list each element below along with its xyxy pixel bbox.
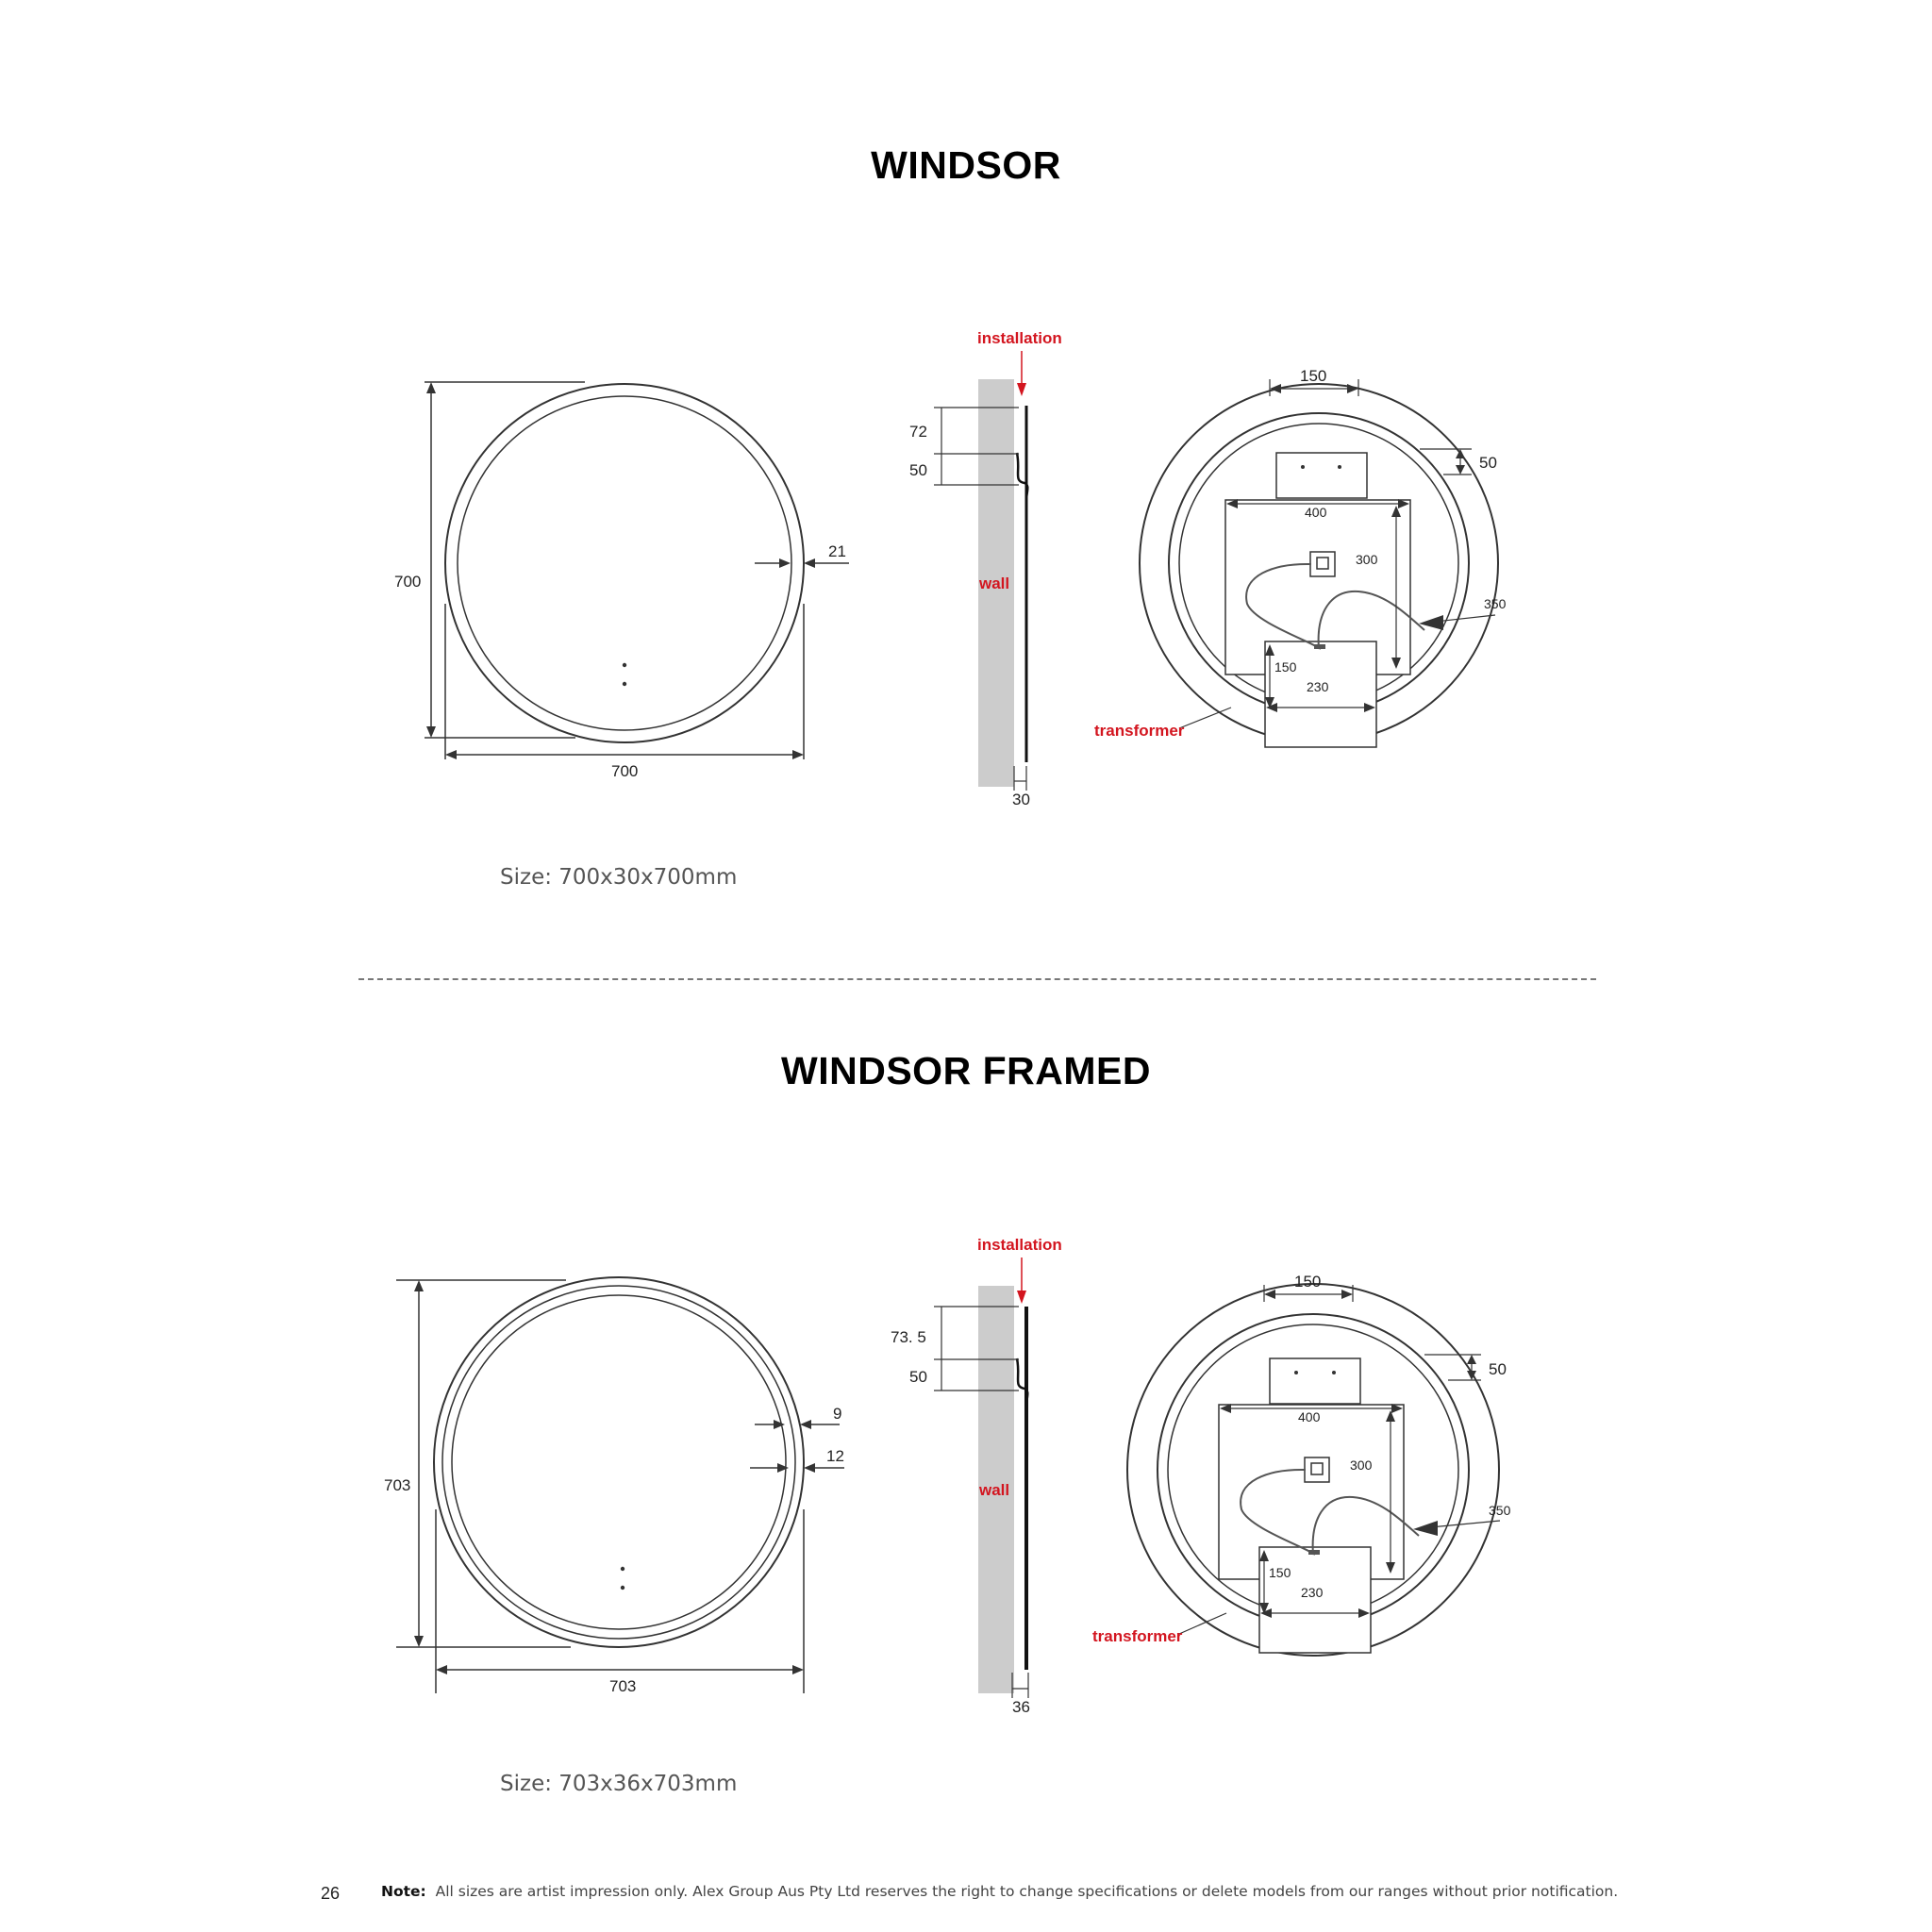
size-label-windsor-framed: Size: 703x36x703mm	[500, 1772, 738, 1796]
front-height-label: 700	[394, 573, 422, 591]
back-box-width-label: 400	[1298, 1409, 1321, 1424]
back-box-width-label: 400	[1305, 505, 1327, 520]
side-bracket-label: 50	[909, 461, 927, 479]
windsor-framed-front-view	[373, 1269, 863, 1703]
section-title-windsor-framed: WINDSOR FRAMED	[781, 1049, 1151, 1092]
size-label-windsor: Size: 700x30x700mm	[500, 865, 738, 890]
side-depth-label: 30	[1012, 791, 1030, 807]
note-text: All sizes are artist impression only. Alex Group Aus Pty Ltd reserves the right to change specifications or delete models from our ranges without prior notification.	[435, 1883, 1619, 1900]
windsor-framed-back-view	[1085, 1274, 1547, 1689]
back-bracket-offset-label: 50	[1479, 454, 1497, 472]
back-box-height-label: 300	[1356, 552, 1378, 567]
section-divider	[358, 978, 1596, 980]
windsor-back-view	[1085, 368, 1547, 774]
back-box-height-label: 300	[1350, 1457, 1373, 1473]
back-bracket-width-label: 150	[1300, 368, 1327, 385]
front-width-label: 703	[609, 1677, 637, 1695]
side-top-label: 73. 5	[891, 1328, 926, 1346]
back-tf-width-label: 230	[1301, 1585, 1324, 1600]
back-tf-height-label: 150	[1274, 659, 1297, 675]
installation-label: installation	[977, 329, 1062, 347]
side-depth-label: 36	[1012, 1698, 1030, 1716]
front-frame-label: 9	[833, 1405, 842, 1423]
note-label: Note:	[381, 1883, 426, 1900]
page-number: 26	[321, 1884, 341, 1903]
side-top-label: 72	[909, 423, 927, 441]
section-title-windsor: WINDSOR	[871, 143, 1061, 187]
back-tf-height-label: 150	[1269, 1565, 1291, 1580]
transformer-label: transformer	[1094, 722, 1185, 740]
installation-label: installation	[977, 1236, 1062, 1254]
back-cable-label: 350	[1484, 596, 1507, 611]
wall-label: wall	[979, 1481, 1010, 1499]
front-width-label: 700	[611, 762, 639, 780]
transformer-label: transformer	[1092, 1627, 1183, 1645]
front-border-label: 21	[828, 542, 846, 560]
windsor-side-view	[896, 325, 1085, 807]
front-border-label: 12	[826, 1447, 844, 1465]
footer-note	[381, 1883, 1619, 1900]
front-height-label: 703	[384, 1476, 411, 1494]
wall-label: wall	[979, 575, 1010, 592]
back-bracket-width-label: 150	[1294, 1274, 1322, 1291]
back-cable-label: 350	[1489, 1503, 1511, 1518]
windsor-front-view	[377, 368, 868, 792]
back-tf-width-label: 230	[1307, 679, 1329, 694]
side-bracket-label: 50	[909, 1368, 927, 1386]
windsor-framed-side-view	[877, 1232, 1085, 1723]
back-bracket-offset-label: 50	[1489, 1360, 1507, 1378]
